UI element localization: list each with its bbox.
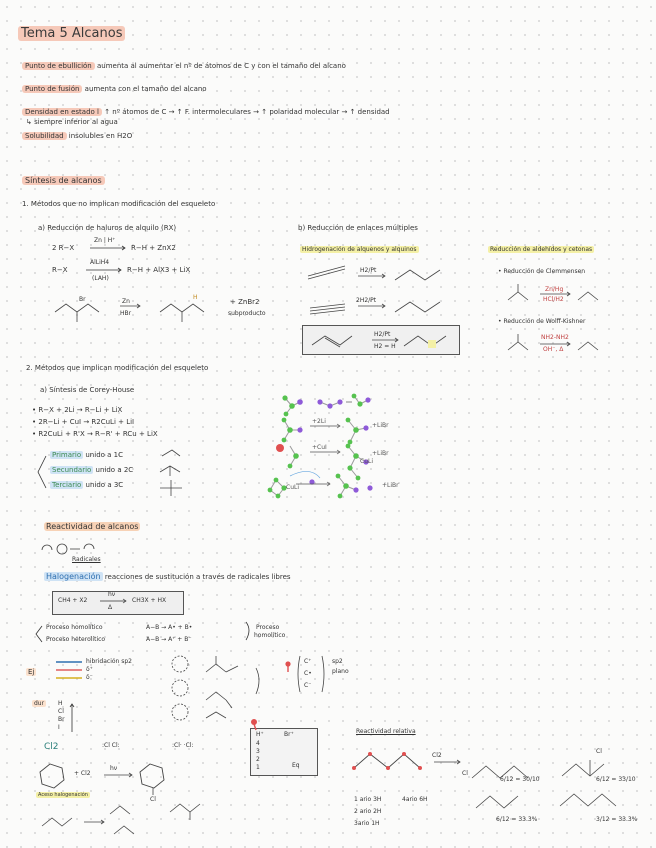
cl2-label: Cl2 xyxy=(44,742,59,752)
radicals-label: Radicales xyxy=(72,556,101,563)
box2-1: 1 xyxy=(256,764,260,771)
eq1-left: 2 R−X xyxy=(52,244,75,252)
eq3-reagent: Zn xyxy=(122,298,130,305)
mol-label-1: +2Li xyxy=(312,418,326,425)
bottom-note: Aceso halogenación xyxy=(38,792,88,798)
clem-reagent-2: HCl/H2 xyxy=(543,296,564,303)
eq3-note: subproducto xyxy=(228,310,266,317)
box2-2: 2 xyxy=(256,756,260,763)
box2-3: 3 xyxy=(256,748,260,755)
box2-eq: Eq xyxy=(292,762,300,769)
box2-h: H⁺ xyxy=(256,731,264,738)
h-reagent-3: H2/Pt xyxy=(374,331,391,338)
cyclo-plus: + Cl2 xyxy=(74,770,91,777)
method-1-heading: 1. Métodos que no implican modificación del esqueleto xyxy=(22,200,216,208)
heterolytic-eq: A−B → A⁺ + B⁻ xyxy=(146,636,192,643)
boiling-point-text: aumenta al aumentar el nº de átomos de C y con el tamaño del alcano xyxy=(96,62,346,70)
homolytic-eq: A−B → A• + B• xyxy=(146,624,193,631)
wolff-reagent-2: OH⁻, Δ xyxy=(543,346,564,353)
box-reagent-2: Δ xyxy=(108,604,113,611)
sp2-note: sp2 xyxy=(332,658,343,665)
carbonyl-heading: Reducción de aldehídos y cetonas xyxy=(490,246,593,253)
plano-note: plano xyxy=(332,668,349,675)
h-reagent-1: H2/Pt xyxy=(360,267,377,274)
carbon-radical: C• xyxy=(304,670,312,677)
stack-i: I xyxy=(58,724,60,731)
box2-4: 4 xyxy=(256,740,260,747)
eq1-right: R−H + ZnX2 xyxy=(131,244,176,252)
eq2-left: R−X xyxy=(52,266,68,274)
carbocation: C⁺ xyxy=(304,658,312,665)
legend-sp2: hibridación sp2 xyxy=(86,658,132,665)
halogenation-text: reacciones de sustitución a través de radicales libres xyxy=(104,573,291,581)
degree-1: 1 ario 3H xyxy=(354,796,382,803)
stack-br: Br xyxy=(58,716,65,723)
box-eq-left: CH4 + X2 xyxy=(58,597,88,604)
example-label: Ej xyxy=(28,668,35,676)
synthesis-heading: Síntesis de alcanos xyxy=(22,176,105,185)
stack-h: H xyxy=(58,700,63,707)
ratio-1: 6/12 = 30/10 xyxy=(500,776,540,783)
halogenation-line xyxy=(44,572,291,581)
eq3-reagent-2: HBr xyxy=(120,310,132,317)
cl-radicals: :Cl· ·Cl: xyxy=(172,742,194,749)
mol-label-5: +LiBr xyxy=(382,482,399,489)
mol-label-4: +LiBr xyxy=(372,450,389,457)
box-reagent: hν xyxy=(108,591,116,598)
method-2-heading: 2. Métodos que implican modificación del esqueleto xyxy=(26,364,209,372)
secondary-label: Secundario unido a 2C xyxy=(52,466,134,474)
carbanion: C⁻ xyxy=(304,682,312,689)
h-reagent-2: 2H2/Pt xyxy=(356,297,377,304)
intro-line-2 xyxy=(22,85,207,93)
eq2-reagent: AlLiH4 xyxy=(90,259,110,266)
legend-delta-plus: δ⁺ xyxy=(86,666,93,673)
degree-4: 4ario 6H xyxy=(402,796,428,803)
ratio-2: 6/12 = 33/10 xyxy=(596,776,636,783)
wolff-reagent: NH2-NH2 xyxy=(541,334,569,341)
corey-line-2: • 2R−Li + CuI → R2CuLi + LiI xyxy=(32,418,135,426)
energy-title: Reactividad relativa xyxy=(356,728,416,735)
propane-structure xyxy=(0,0,1,1)
solubility-text: insolubles en H2O xyxy=(68,132,133,140)
primary-label: Primario unido a 1C xyxy=(52,451,123,459)
homolytic-label: Proceso homolítico xyxy=(46,624,103,631)
intro-line-3 xyxy=(22,108,390,116)
product-cl-2: Cl xyxy=(596,748,602,755)
hydrogenation-heading: Hidrogenación de alquenos y alquinos xyxy=(302,246,417,253)
corey-line-1: • R−X + 2Li → R−Li + LiX xyxy=(32,406,123,414)
product-cl-1: Cl xyxy=(462,770,468,777)
mol-label-6: CuLi xyxy=(360,458,374,465)
process-note-2: homolítico xyxy=(254,632,286,639)
corey-line-3: • R2CuLi + R'X → R−R' + RCu + LiX xyxy=(32,430,158,438)
eq2-right: R−H + AlX3 + LiX xyxy=(127,266,191,274)
halogenation-label: Halogenación xyxy=(46,572,101,581)
box-eq-right: CH3X + HX xyxy=(132,597,167,604)
box2-br: Br⁺ xyxy=(284,731,294,738)
h-reagent-4: H2 = H xyxy=(374,343,396,350)
wolff-label: • Reducción de Wolff-Kishner xyxy=(498,318,586,325)
eq1-reagent: Zn | H⁺ xyxy=(94,237,116,244)
density-subnote: ↳ siempre inferior al agua xyxy=(26,118,118,126)
legend-delta-minus: δ⁻ xyxy=(86,674,93,681)
mol-label-2: +LiBr xyxy=(372,422,389,429)
process-note: Proceso xyxy=(256,624,280,631)
mol-label-7: CuLi xyxy=(286,484,300,491)
boiling-point-label: Punto de ebullición xyxy=(22,62,95,70)
intro-line-1 xyxy=(22,62,346,70)
cyclo-product: Cl xyxy=(150,796,156,803)
corey-heading: a) Síntesis de Corey-House xyxy=(40,386,135,394)
melting-point-text: aumenta con el tamaño del alcano xyxy=(84,85,207,93)
reactivity-heading: Reactividad de alcanos xyxy=(46,522,139,531)
dur-label: dur xyxy=(34,700,45,707)
clemmensen-label: • Reducción de Clemmensen xyxy=(498,268,586,275)
density-label: Densidad en estado l xyxy=(22,108,102,116)
density-text: ↑ nº átomos de C → ↑ F. intermoleculares → ↑ polaridad molecular → ↑ densidad xyxy=(104,108,390,116)
page-title: Tema 5 Alcanos xyxy=(18,26,125,41)
eq3-br: Br xyxy=(79,296,86,303)
eq3-right: + ZnBr2 xyxy=(230,298,260,306)
intro-line-4 xyxy=(22,132,132,140)
tertiary-label: Terciario unido a 3C xyxy=(52,481,124,489)
ratio-4: 3/12 = 33.3% xyxy=(596,816,638,823)
cyclo-reagent: hν xyxy=(110,765,118,772)
solubility-label: Solubilidad xyxy=(22,132,67,140)
cl-lewis: :Cl Cl: xyxy=(102,742,120,749)
ratio-3: 6/12 = 33.3% xyxy=(496,816,538,823)
sub-a-heading: a) Reducción de haluros de alquilo (RX) xyxy=(38,224,177,232)
heterolytic-label: Proceso heterolítico xyxy=(46,636,106,643)
sub-b-heading: b) Reducción de enlaces múltiples xyxy=(298,224,418,232)
eq3-h: H xyxy=(193,294,198,301)
degree-3: 3ario 1H xyxy=(354,820,380,827)
mol-label-3: +CuI xyxy=(312,444,327,451)
stack-cl: Cl xyxy=(58,708,64,715)
cl2-reagent: Cl2 xyxy=(432,752,442,759)
eq2-reagent-2: (LAH) xyxy=(92,275,109,282)
clem-reagent: Zn/Hg xyxy=(545,286,564,293)
degree-2: 2 ario 2H xyxy=(354,808,382,815)
melting-point-label: Punto de fusión xyxy=(22,85,82,93)
